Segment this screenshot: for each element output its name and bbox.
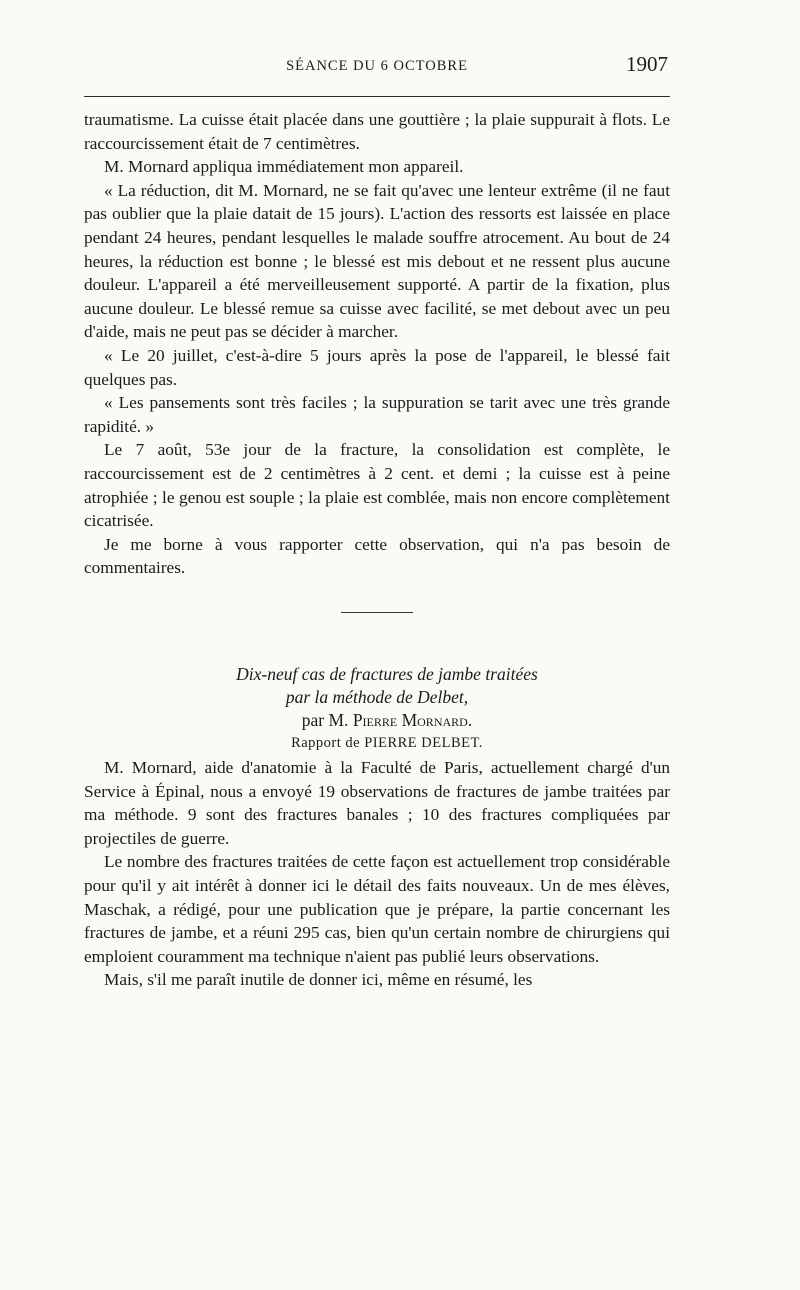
article-byline — [84, 709, 670, 733]
paragraph: « La réduction, dit M. Mornard, ne se fait qu'avec une lenteur extrême (il ne faut pas oublier que la plaie datait de 15 jours). L'action des ressorts est laissée en place pendant 24 heures, pendant lesquelles le malade souffre atrocement. Au bout de 24 heures, la réduction est bonne ; le blessé est mis debout et ne ressent plus aucune douleur. L'appareil a été merveilleusement supporté. A partir de la fixation, plus aucune douleur. Le blessé remue sa cuisse avec facilité, se met debout avec un peu d'aide, mais ne peut pas se décider à marcher. — [84, 180, 670, 342]
paragraph: Je me borne à vous rapporter cette observation, qui n'a pas besoin de commentaires. — [84, 534, 670, 578]
header-rule — [84, 96, 670, 97]
article-title-line: par la méthode de Delbet, — [285, 686, 469, 707]
running-title: SÉANCE DU 6 OCTOBRE — [286, 58, 468, 74]
page-number: 1907 — [626, 52, 668, 76]
article-title-line: Dix-neuf cas de fractures de jambe traitées — [236, 663, 538, 684]
paragraph: « Le 20 juillet, c'est-à-dire 5 jours après la pose de l'appareil, le blessé fait quelques pas. — [84, 345, 670, 389]
page-header — [84, 52, 670, 88]
report-line: Rapport de PIERRE DELBET. — [291, 735, 483, 752]
paragraph: Le 7 août, 53e jour de la fracture, la consolidation est complète, le raccourcissement est de 2 centimètres à 2 cent. et demi ; la cuisse est à peine atrophiée ; le genou est souple ; la plaie est comblée, mais non encore complètement cicatrisée. — [84, 440, 670, 531]
paragraph: M. Mornard, aide d'anatomie à la Faculté de Paris, actuellement chargé d'un Service à Épinal, nous a envoyé 19 observations de fractures de jambe traitées par ma méthode. 9 sont des fractures banales ; 10 des fractures compliquées par projectiles de guerre. — [84, 758, 670, 848]
paragraph: Le nombre des fractures traitées de cette façon est actuellement trop considérable pour qu'il y ait intérêt à donner ici le détail des faits nouveaux. Un de mes élèves, Maschak, a rédigé, pour une publication que je prépare, la partie concernant les fractures de jambe, et a réuni 295 cas, bien qu'un certain nombre de chirurgiens qui emploient couramment ma technique n'aient pas publié leurs observations. — [84, 852, 670, 966]
paragraph: M. Mornard appliqua immédiatement mon appareil. — [104, 157, 464, 177]
paragraph: traumatisme. La cuisse était placée dans une gouttière ; la plaie suppurait à flots. Le raccourcissement était de 7 centimètres. — [84, 110, 670, 153]
section-separator — [341, 612, 413, 613]
paragraph: « Les pansements sont très faciles ; la suppuration se tarit avec une très grande rapidité. » — [84, 393, 670, 436]
article-title — [84, 663, 670, 709]
byline-prefix: par M. — [301, 709, 349, 730]
paragraph: Mais, s'il me paraît inutile de donner ici, même en résumé, les — [104, 970, 533, 990]
body-text — [84, 108, 670, 992]
byline-author: Pierre Mornard. — [352, 709, 473, 730]
